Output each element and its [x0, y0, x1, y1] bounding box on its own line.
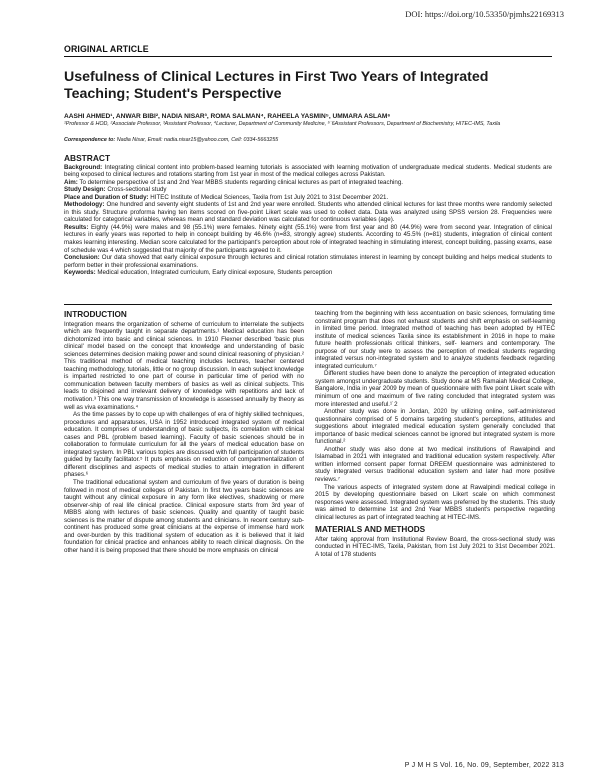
abstract-heading: ABSTRACT: [64, 153, 111, 163]
right-column: [315, 310, 555, 558]
abstract-label: Aim:: [64, 178, 78, 186]
intro-paragraph: teaching from the beginning with less accentuation on basic sciences, formulating time constraint program that does not exhaust students and shift emphasis on self-learning in limited time period. Integrated method of teaching has been adopted by HITEC institute of medical sciences Taxila since its establishment in 2016 in hope to make future health professionals critical thinkers, self- learners and contemporary. The purpose of our study were to assess the perception of medical students regarding integrated versus non-integrated system and to analyze students feedback regarding integrated curriculum.⁷: [315, 310, 555, 370]
intro-paragraph: Different studies have been done to analyze the perception of integrated education system amongst undergraduate students. Study done at MS Ramaiah Medical College, Bangalore, India in year 2009 by mean of questionnaire with five point Likert scale with minimum of one and maximum of five rating concluded that integrated system was more interested and useful.¹˙2: [315, 370, 555, 408]
abstract-label: Place and Duration of Study:: [64, 193, 149, 201]
affiliations: ¹Professor & HOD, ²Associate Professor, ³Assistant Professor, ⁴Lecturer, Department of Community Medicine, ⁵˙6Assistant Professors, Department of Biochemistry, HITEC-IMS, Taxila: [64, 121, 501, 127]
correspondence-line: [64, 137, 552, 143]
abstract-study-design: [64, 186, 552, 194]
intro-paragraph: Another study was done in Jordan, 2020 by utilizing online, self-administered questionnaire comprised of 5 domains targeting student's perceptions, attitudes and suggestions about integrated medical education system generally concluded that importance of basic medical sciences cannot be ignored but integrated system is more functional.²: [315, 408, 555, 446]
abstract-place-duration: [64, 194, 552, 202]
doi-line[interactable]: DOI: https://doi.org/10.53350/pjmhs22169313: [405, 9, 564, 19]
intro-paragraph: Integration means the organization of scheme of curriculum to interrelate the subjects which are frequently taught in separate departments.¹ Medical education has been dichotomized into basic and clinical sciences. In 1910 Flexner described 'basic plus clinical' model based on the concept that knowledge and understanding of basic sciences determines decision making power and sound clinical reasoning of physician.² This traditional method of medical teaching includes lectures, teacher centered teaching methodology, tutorials, little or no group discussion. In each subject knowledge is imparted restricted to one part of course in particular time of period with no communication between faculty members of basics as well as clinical subjects. This leads to disjoined and irrelevant delivery of knowledge with repetitions and lack of motivation.³ This one way transmission of knowledge is assessed annually by theory as well as viva examinations.⁴: [64, 320, 304, 411]
abstract-text: Integrating clinical content into problem-based learning tutorials is associated with learning motivation of undergraduate medical students. Medical students are being exposed to clinical lectures and rotations starting from 1st year in most of the medical colleges across Pakistan.: [64, 163, 552, 179]
abstract-text: Medical education, Integrated curriculum, Early clinical exposure, Students perception: [95, 269, 333, 277]
abstract-conclusion: [64, 254, 552, 269]
abstract-text: Cross-sectional study: [105, 186, 167, 194]
left-column: [64, 310, 304, 554]
intro-paragraph: The traditional educational system and curriculum of five years of duration is being followed in most of medical colleges of Pakistan. In first two years basic sciences are taught without any clinical exposure in any form like electives, shadowing or mere observer-ship of real life clinical practice. Clinical exposure starts from 3rd year of MBBS along with lectures of basic sciences. Quality and quantity of taught basic sciences is the matter of dispute among students and clinicians. In recent century sub-continent has produced some great clinicians at the expense of immense hard work and over-burden by this traditional system of education as it is believed that it laid foundation for clinical practice and enhances ability to reach clinical diagnosis. On the other hand it is being proposed that there should be more emphasis on clinical: [64, 478, 304, 554]
introduction-heading: INTRODUCTION: [64, 310, 127, 319]
abstract-aim: [64, 179, 552, 187]
methods-heading: MATERIALS AND METHODS: [315, 525, 426, 535]
abstract-methodology: [64, 201, 552, 224]
article-type-label: ORIGINAL ARTICLE: [64, 44, 149, 54]
paper-title: Usefulness of Clinical Lectures in First Two Years of Integrated Teaching; Student's Perspective: [64, 69, 489, 102]
abstract-divider: [64, 304, 552, 305]
abstract-text: One hundred and seventy eight students of 1st and 2nd year were enrolled. Students who attended clinical lectures for last three months were randomly selected in this study. Structure proforma having ten items scored on five-point Likert scale was used to collect data. Data was analyzed using SPSS version 28. Frequencies were calculated for categorical variables, whereas mean and standard deviation was calculated for continuous variables (age).: [64, 201, 552, 224]
author-list: AASHI AHMED¹, ANWAR BIBI², NADIA NISAR³, ROMA SALMAN⁴, RAHEELA YASMIN⁵, UMMARA ASLAM⁶: [64, 113, 391, 120]
page-footer: P J M H S Vol. 16, No. 09, September, 2022 313: [404, 762, 564, 769]
abstract-label: Methodology:: [64, 201, 105, 209]
abstract-label: Results:: [64, 223, 89, 231]
header-divider: [64, 56, 552, 57]
abstract-label: Study Design:: [64, 186, 106, 194]
methods-paragraph: After taking approval from Institutional Review Board, the cross-sectional study was conducted in HITEC-IMS, Taxila, Pakistan, from 1st July 2021 to 31st December 2021. A total of 178 students: [315, 535, 555, 558]
abstract-keywords: [64, 269, 552, 277]
intro-paragraph: The various aspects of integrated system done at Rawalpindi medical college in 2015 by developing questionnaire based on Likert scale on which commonest responses were assessed. Integrated system was preferred by the students. This study was aimed to determine 1st and 2nd Year MBBS student's perspective regarding clinical lectures as part of integrated teaching at HITEC-IMS.: [315, 483, 555, 521]
intro-paragraph: Another study was also done at two medical institutions of Rawalpindi and Islamabad in 2021 with integrated and traditional education system respectively. After written informed consent paper format DREEM questionnaire was administered to study integrated versus traditional education system and later had more positive reviews.⁷: [315, 445, 555, 484]
abstract-results: [64, 224, 552, 254]
abstract-text: To determine perspective of 1st and 2nd Year MBBS students regarding clinical lectures as part of integrated teaching.: [77, 178, 404, 186]
abstract-label: Conclusion:: [64, 254, 100, 262]
abstract-background: [64, 164, 552, 179]
abstract-text: Eighty (44.9%) were males and 98 (55.1%) were females. Ninety eight (55.1%) were from first year and 80 (44.9%) were from second year. Integration of clinical lectures in early years was reported to help in concept building by 46.6% (n=83, strongly agree) students. According to 45.5% (n=81) students, integration of clinical content makes learning interesting. Median score calculated for the participant's perception about role of integrated teaching in stimulating interest, concept building, passing exams, ease of schedule was 4 which suggested that majority of the participants agreed to it.: [64, 223, 552, 254]
abstract-text: Our data showed that early clinical exposure through lectures and clinical rotation stimulates interest in learning by concept building and helps medical students to perform better in their professional examinations.: [64, 254, 552, 269]
abstract-text: HITEC Institute of Medical Sciences, Taxila from 1st July 2021 to 31st December 2021.: [148, 193, 389, 201]
intro-paragraph: As the time passes by to cope up with challenges of era of highly skilled techniques, procedures and apparatuses, USA in 1952 introduced integrated system of medical education. It comprises of understanding of basic subjects, its correlation with clinical cases and PBL (problem based learning). Faculty of basic sciences should be in collaboration to formulate curriculum for all the years of medical education base on integrated system. In PBL various topics are discussed with full participation of students guided by faculty facilitator.⁵ It puts emphasis on reduction of compartmentalization of different disciplines and aspects of medical studies to attain integration in different phases.⁶: [64, 411, 304, 479]
abstract-section: [64, 153, 552, 277]
abstract-label: Background:: [64, 163, 103, 171]
correspondence-label: Correspondence to:: [64, 137, 116, 143]
correspondence-text: Nadia Nisar, Email: nadia.nisar15@yahoo.com, Cell: 0334-5663255: [115, 137, 279, 143]
abstract-label: Keywords:: [64, 269, 96, 277]
